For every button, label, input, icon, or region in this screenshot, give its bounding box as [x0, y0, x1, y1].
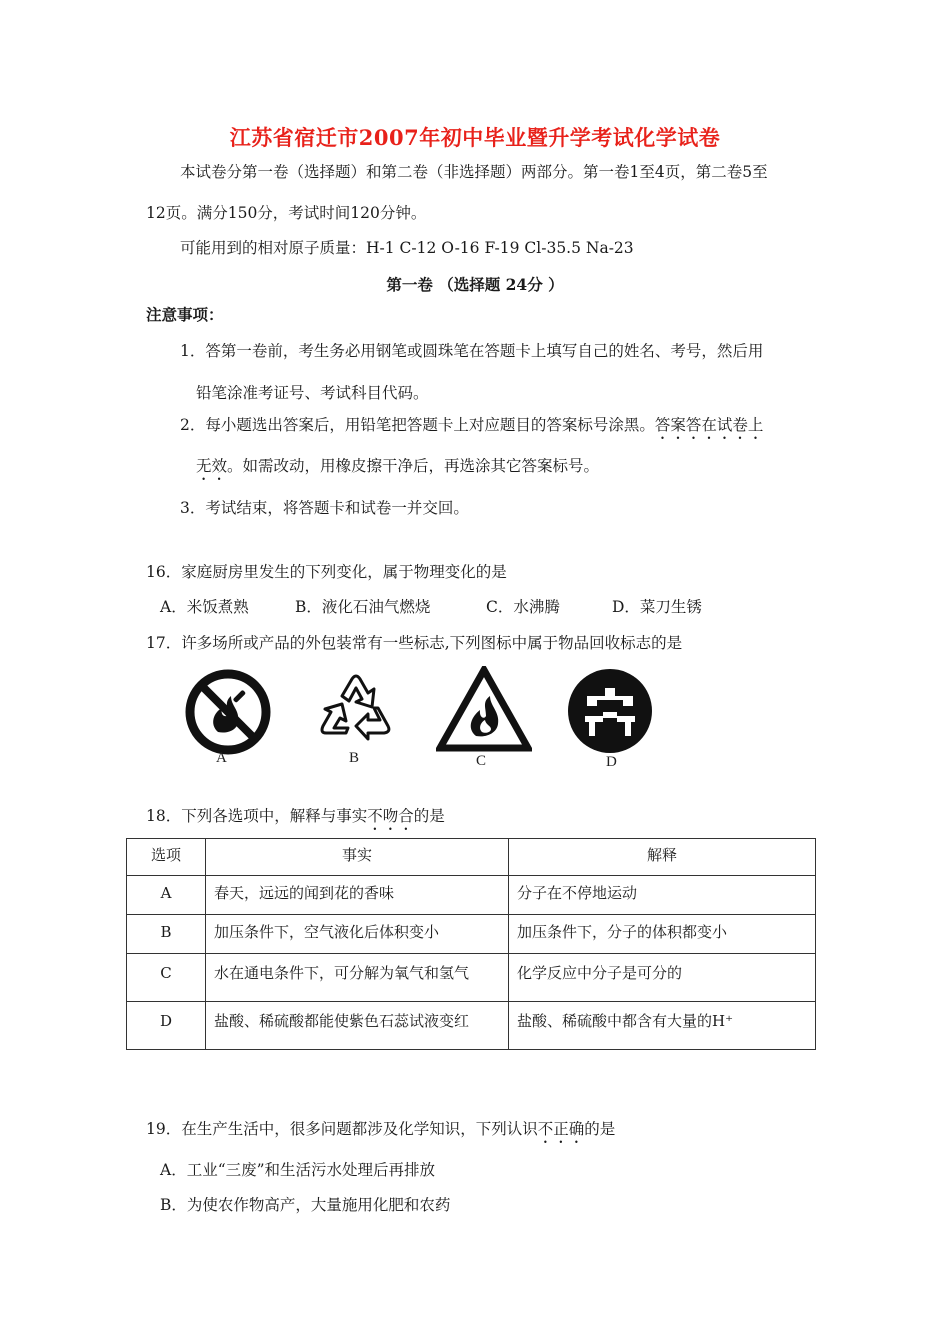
atomic-masses: 可能用到的相对原子质量：H-1 C-12 O-16 F-19 Cl-35.5 Na-23	[180, 239, 634, 257]
page-title: 江苏省宿迁市2007年初中毕业暨升学考试化学试卷	[229, 125, 721, 150]
flammable-warning-icon	[436, 666, 532, 754]
q19-option-a: A．工业“三废”和生活污水处理后再排放	[160, 1161, 436, 1179]
section-heading: 第一卷 （选择题 24分 ）	[386, 275, 564, 294]
note-2-line-1	[180, 413, 763, 443]
q18-stem-end: 的是	[413, 807, 445, 825]
table-cell: D	[127, 1002, 206, 1050]
table-cell: 水在通电条件下，可分解为氧气和氢气	[206, 954, 509, 1002]
table-cell: A	[127, 876, 206, 915]
table-cell: 盐酸、稀硫酸中都含有大量的H⁺	[509, 1002, 816, 1050]
table-header-cell: 选项	[127, 839, 206, 876]
note-2-emphasis: 答案答在试卷上	[654, 416, 764, 434]
table-row	[127, 954, 816, 1002]
table-cell: 加压条件下，分子的体积都变小	[509, 915, 816, 954]
green-food-icon	[565, 666, 655, 756]
table-cell: 加压条件下，空气液化后体积变小	[206, 915, 509, 954]
table-cell: 盐酸、稀硫酸都能使紫色石蕊试液变红	[206, 1002, 509, 1050]
note-3: 3．考试结束，将答题卡和试卷一并交回。	[180, 499, 469, 517]
q18-stem	[146, 804, 445, 834]
table-cell: C	[127, 954, 206, 1002]
q16-option-d: D．菜刀生锈	[612, 598, 702, 616]
q16-stem: 16．家庭厨房里发生的下列变化，属于物理变化的是	[146, 563, 507, 581]
q16-option-b: B．液化石油气燃烧	[295, 598, 431, 616]
table-header-cell: 解释	[509, 839, 816, 876]
table-cell: B	[127, 915, 206, 954]
table-header-cell: 事实	[206, 839, 509, 876]
q19-stem-text: 19．在生产生活中，很多问题都涉及化学知识，下列认识	[146, 1120, 538, 1138]
q17-label-d: D	[606, 754, 617, 770]
q17-label-a: A	[216, 750, 227, 766]
table-cell: 春天，远远的闻到花的香味	[206, 876, 509, 915]
table-row	[127, 915, 816, 954]
q17-label-b: B	[349, 750, 360, 766]
table-cell: 分子在不停地运动	[509, 876, 816, 915]
table-row	[127, 876, 816, 915]
table-cell: 化学反应中分子是可分的	[509, 954, 816, 1002]
q18-stem-text: 18．下列各选项中，解释与事实	[146, 807, 368, 825]
notes-heading: 注意事项：	[146, 305, 224, 324]
q18-table	[126, 838, 816, 1050]
q17-stem: 17．许多场所或产品的外包装常有一些标志,下列图标中属于物品回收标志的是	[146, 634, 683, 652]
q17-label-c: C	[476, 753, 487, 769]
q18-stem-emphasis: 不吻合	[367, 807, 414, 825]
table-header-row	[127, 839, 816, 876]
q19-stem-end: 的是	[584, 1120, 616, 1138]
q16-option-c: C．水沸腾	[486, 598, 560, 616]
note-2-line-2	[196, 454, 599, 484]
q19-option-b: B．为使农作物高产，大量施用化肥和农药	[160, 1196, 451, 1214]
intro-line-1: 本试卷分第一卷（选择题）和第二卷（非选择题）两部分。第一卷1至4页，第二卷5至	[180, 163, 768, 181]
q17-icons	[0, 662, 950, 782]
q19-stem	[146, 1117, 615, 1147]
recycle-icon	[312, 666, 400, 754]
table-row	[127, 1002, 816, 1050]
note-1-line-2: 铅笔涂准考证号、考试科目代码。	[196, 384, 429, 402]
intro-line-2: 12页。满分150分，考试时间120分钟。	[146, 204, 427, 222]
q19-stem-emphasis: 不正确	[537, 1120, 585, 1138]
note-1-line-1: 1．答第一卷前，考生务必用钢笔或圆珠笔在答题卡上填写自己的姓名、考号，然后用	[180, 342, 764, 360]
note-2-text-2: 。如需改动，用橡皮擦干净后，再选涂其它答案标号。	[227, 457, 600, 475]
no-fire-icon	[184, 668, 272, 756]
q16-option-a: A．米饭煮熟	[160, 598, 249, 616]
note-2-emphasis-2: 无效	[196, 457, 228, 475]
note-2-text: 2．每小题选出答案后，用铅笔把答题卡上对应题目的答案标号涂黑。	[180, 416, 655, 434]
